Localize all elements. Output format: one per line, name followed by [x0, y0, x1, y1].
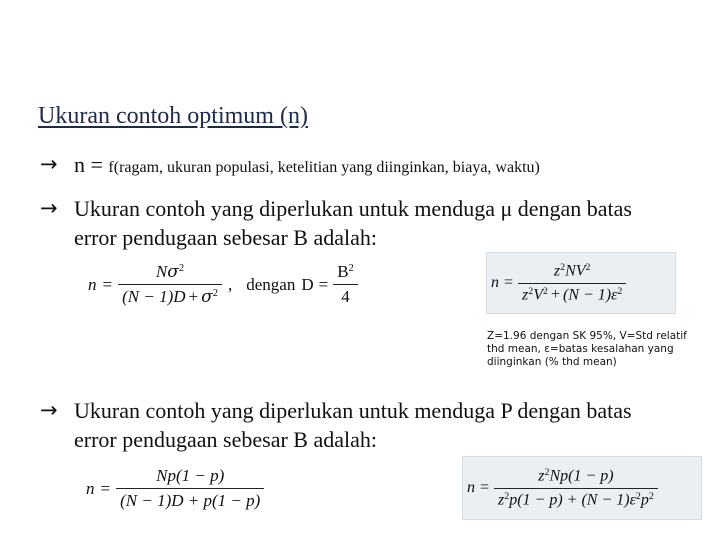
formula-2-num-z: z: [553, 262, 561, 280]
arrow-icon: →: [40, 152, 58, 176]
slide-title: Ukuran contoh optimum (n): [38, 103, 308, 129]
formula-1-d-fraction: [333, 262, 358, 307]
formula-2-eq: =: [504, 274, 514, 291]
formula-4-eq: =: [480, 479, 490, 496]
bullet-1-text: f(ragam, ukuran populasi, ketelitian yang diinginkan, biaya, waktu): [108, 159, 540, 176]
formula-2-num-nv: NV: [565, 262, 586, 280]
formula-1-den-sigma: σ: [201, 287, 213, 307]
formula-2-fraction: [518, 262, 626, 304]
formula-2-den-z: z: [522, 285, 529, 303]
formula-4-num-sup: 2: [544, 467, 550, 479]
formula-2-den-sup3: 2: [617, 285, 623, 297]
bullet-2-line-2: error pendugaan sebesar B adalah:: [74, 225, 377, 250]
formula-3-den: (N − 1)D + p(1 − p): [120, 491, 261, 510]
formula-proportion-relative-box: [462, 456, 702, 520]
formula-4-fraction: [494, 467, 658, 509]
formula-1-den-plus: +: [188, 287, 199, 306]
formula-2-num-sup2: 2: [585, 262, 591, 274]
formula-3-eq: =: [100, 478, 111, 498]
formula-4-lhs: n: [467, 479, 475, 496]
formula-1-eq: =: [102, 274, 113, 294]
formula-3-fraction: [116, 466, 264, 511]
bullet-1: [74, 150, 540, 182]
formula-mean-relative-box: [486, 252, 676, 314]
formula-1-fraction: [118, 262, 222, 307]
formula-1-b-sup: 2: [348, 263, 354, 275]
formula-1-num-sup: 2: [178, 263, 185, 275]
formula-4-num-rest: Np(1 − p): [549, 467, 614, 485]
formula-3-num: Np(1 − p): [116, 466, 264, 489]
formula-2-den-sup1: 2: [528, 285, 534, 297]
formula-1-eq-2: =: [318, 274, 329, 294]
formula-4-den-sup3: 2: [648, 490, 654, 502]
formula-4-den-p: p: [640, 490, 649, 508]
bullet-3-line-2: error pendugaan sebesar B adalah:: [74, 427, 377, 452]
formula-1-lhs: n: [88, 274, 97, 294]
formula-1-dengan: dengan: [246, 274, 296, 294]
formula-mean-sample-size: [88, 262, 358, 307]
formula-3-lhs: n: [86, 478, 95, 498]
formula-4-den-sup1: 2: [504, 490, 510, 502]
formula-2-den-v: V: [533, 285, 543, 303]
bullet-2-line-1: Ukuran contoh yang diperlukan untuk menduga μ dengan batas: [74, 196, 632, 221]
formula-1-num-sigma: σ: [167, 262, 179, 282]
bullet-1-lead: n =: [74, 152, 109, 177]
formula-1-den-d: D: [173, 287, 186, 306]
formula-1-den-sup: 2: [212, 288, 218, 300]
arrow-icon: →: [40, 196, 58, 220]
formula-proportion-sample-size: [86, 466, 264, 511]
formula-4-den-sup2: 2: [635, 490, 641, 502]
formula-2-lhs: n: [491, 274, 499, 291]
formula-1-d: D: [301, 274, 314, 294]
formula-4-num-z: z: [538, 467, 545, 485]
arrow-icon: →: [40, 398, 58, 422]
formula-1-b: B: [337, 262, 349, 281]
formula-1-den-a: (N − 1): [122, 287, 174, 306]
bullet-3-line-1: Ukuran contoh yang diperlukan untuk menduga P dengan batas: [74, 398, 632, 423]
formula-4-den-mid: p(1 − p) + (N − 1)ε: [509, 490, 636, 508]
bullet-3: [74, 396, 632, 454]
formula-2-num-sup1: 2: [560, 262, 566, 274]
formula-1-four: 4: [341, 287, 350, 306]
formula-note: Z=1.96 dengan SK 95%, V=Std relatif thd mean, ε=batas kesalahan yang diinginkan (% thd mean): [487, 330, 687, 368]
formula-1-comma: ,: [227, 274, 233, 294]
formula-2-den-plus: +: [550, 285, 560, 303]
bullet-2: [74, 194, 632, 252]
formula-2-den-rest: (N − 1)ε: [562, 285, 618, 303]
formula-2-den-sup2: 2: [543, 285, 548, 297]
formula-1-num-n: N: [155, 262, 168, 281]
formula-4-den-z: z: [498, 490, 505, 508]
